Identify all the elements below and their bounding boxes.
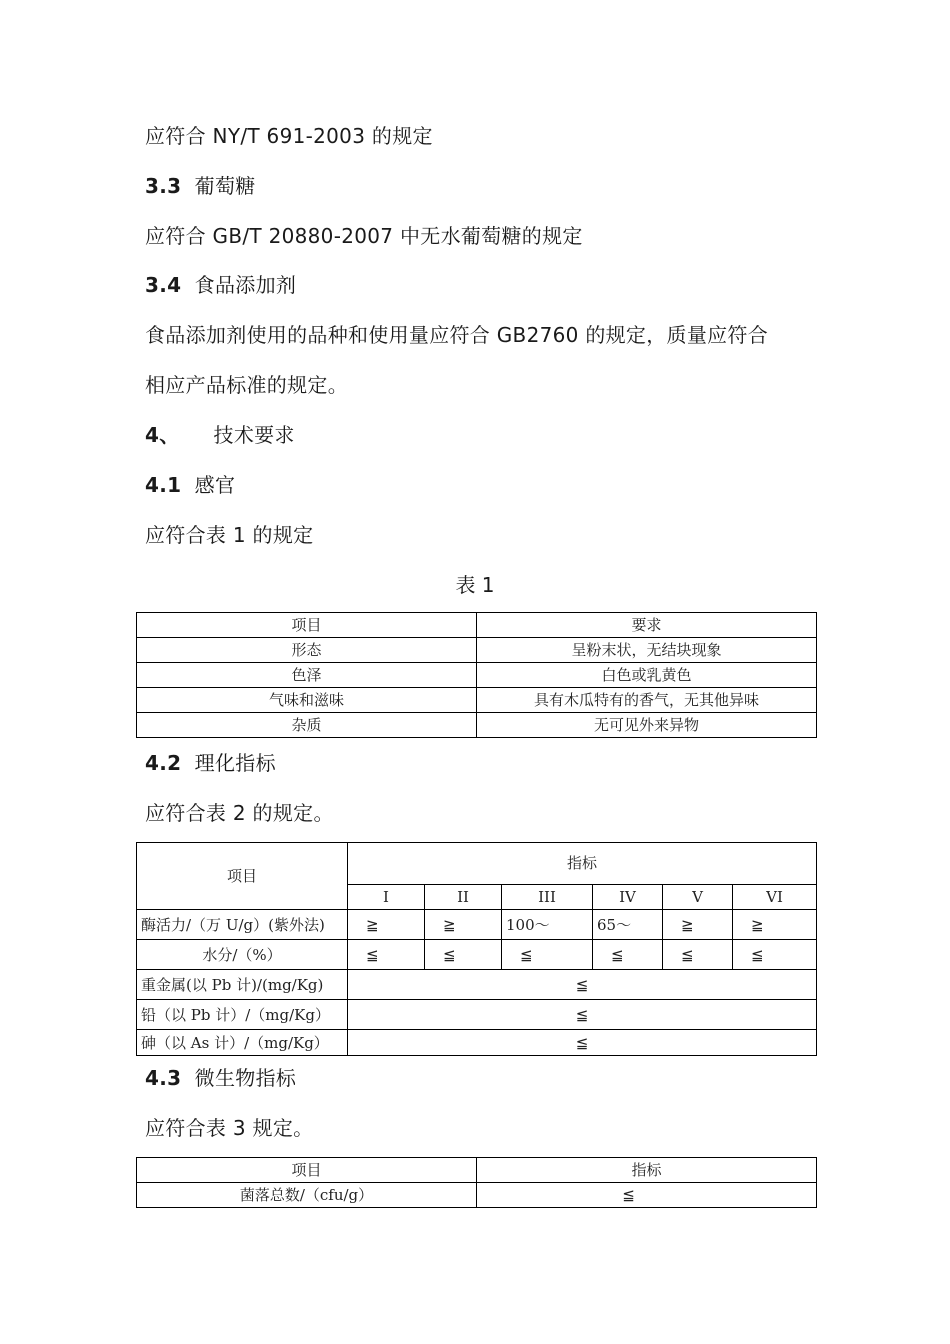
grade-cell: II [425, 884, 502, 909]
table-cell: 铅（以 Pb 计）/（mg/Kg） [137, 1000, 348, 1030]
grade-cell: IV [593, 884, 663, 909]
table-row [137, 940, 817, 970]
grade-cell: I [348, 884, 425, 909]
table-header-row [137, 1158, 817, 1183]
heading-4-1 [145, 471, 235, 499]
table-cell: ≦ [733, 940, 817, 970]
table-cell: 酶活力/（万 U/g）(紫外法) [137, 910, 348, 940]
heading-text: 理化指标 [194, 751, 276, 775]
table-row [137, 910, 817, 940]
heading-text: 感官 [194, 473, 236, 497]
table-cell: 白色或乳黄色 [477, 663, 817, 688]
table-header-cell: 要求 [477, 613, 817, 638]
table-header-cell: 项目 [137, 843, 348, 910]
heading-4-2 [145, 749, 276, 777]
physicochemical-table [136, 842, 817, 1056]
paragraph-table1-ref: 应符合表 1 的规定 [145, 523, 314, 547]
table-cell: ≦ [348, 1000, 817, 1030]
heading-4-3 [145, 1064, 296, 1092]
table-cell: 无可见外来异物 [477, 713, 817, 738]
table-row [137, 1030, 817, 1056]
paragraph-additive-line2: 相应产品标准的规定。 [145, 373, 348, 397]
paragraph-ny-standard: 应符合 NY/T 691-2003 的规定 [145, 124, 433, 148]
table-cell: 菌落总数/（cfu/g） [137, 1183, 477, 1208]
table-cell: ≦ [502, 940, 593, 970]
table-header-cell: 指标 [477, 1158, 817, 1183]
heading-text: 微生物指标 [194, 1066, 297, 1090]
heading-number: 4.2 [145, 751, 182, 775]
table-row [137, 663, 817, 688]
table-row [137, 1000, 817, 1030]
table-cell: ≦ [663, 940, 733, 970]
table-cell: ≦ [348, 1030, 817, 1056]
heading-number: 4.3 [145, 1066, 182, 1090]
table-row [137, 638, 817, 663]
paragraph-additive-line1: 食品添加剂使用的品种和使用量应符合 GB2760 的规定，质量应符合 [145, 323, 769, 347]
table-cell: 100～ [502, 910, 593, 940]
table-header-cell: 项目 [137, 613, 477, 638]
grade-cell: V [663, 884, 733, 909]
table-cell: ≦ [348, 940, 425, 970]
table-cell: ≦ [348, 970, 817, 1000]
heading-3-3 [145, 172, 256, 200]
heading-number: 4.1 [145, 473, 182, 497]
table-header-cell: 指标 [348, 843, 817, 885]
grade-cell: III [502, 884, 593, 909]
table-cell: ≦ [593, 940, 663, 970]
table-cell: ≧ [663, 910, 733, 940]
heading-text: 葡萄糖 [194, 174, 256, 198]
table-cell: 色泽 [137, 663, 477, 688]
heading-text: 食品添加剂 [194, 273, 297, 297]
table-cell: ≧ [425, 910, 502, 940]
table-cell: 具有木瓜特有的香气，无其他异味 [477, 688, 817, 713]
grade-cell: VI [733, 884, 817, 909]
table-cell: 水分/（%） [137, 940, 348, 970]
table-header-cell: 项目 [137, 1158, 477, 1183]
heading-text: 技术要求 [213, 423, 295, 447]
table-cell: 重金属(以 Pb 计)/(mg/Kg) [137, 970, 348, 1000]
table-cell: 形态 [137, 638, 477, 663]
table-cell: 杂质 [137, 713, 477, 738]
heading-4 [145, 421, 295, 449]
table-cell: 气味和滋味 [137, 688, 477, 713]
table1-caption: 表 1 [455, 573, 495, 597]
table-row [137, 970, 817, 1000]
table-row [137, 713, 817, 738]
table-cell: ≦ [477, 1183, 817, 1208]
heading-number: 3.3 [145, 174, 182, 198]
table-row [137, 688, 817, 713]
table-cell: 65～ [593, 910, 663, 940]
table-cell: 呈粉末状，无结块现象 [477, 638, 817, 663]
microbial-table [136, 1157, 817, 1208]
paragraph-table2-ref: 应符合表 2 的规定。 [145, 801, 334, 825]
table-cell: ≧ [733, 910, 817, 940]
paragraph-glucose-standard: 应符合 GB/T 20880-2007 中无水葡萄糖的规定 [145, 224, 583, 248]
table-cell: ≧ [348, 910, 425, 940]
sensory-table [136, 612, 817, 738]
heading-number: 3.4 [145, 273, 182, 297]
table-cell: ≦ [425, 940, 502, 970]
paragraph-table3-ref: 应符合表 3 规定。 [145, 1116, 314, 1140]
table-header-row [137, 843, 817, 885]
table-header-row [137, 613, 817, 638]
table-cell: 砷（以 As 计）/（mg/Kg） [137, 1030, 348, 1056]
table-row [137, 1183, 817, 1208]
heading-3-4 [145, 271, 296, 299]
heading-number: 4、 [145, 423, 180, 447]
